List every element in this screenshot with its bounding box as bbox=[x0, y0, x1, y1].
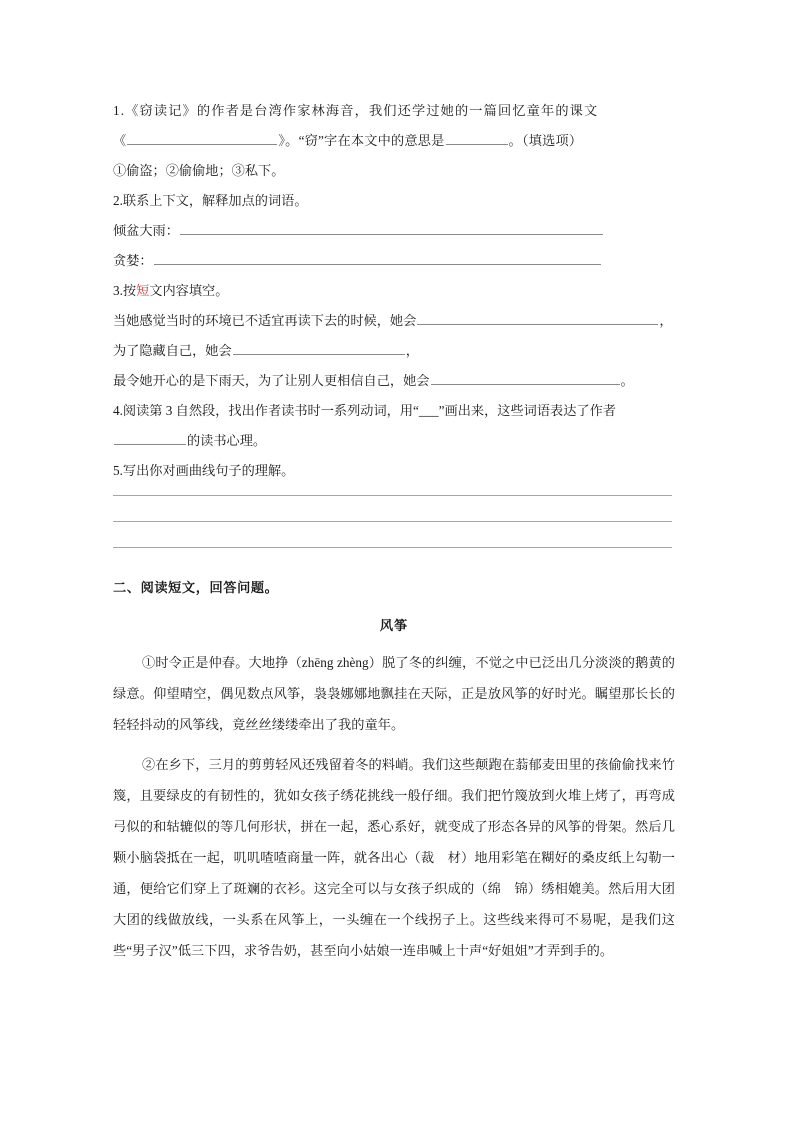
question-2-text: 联系上下文，解释加点的词语。 bbox=[122, 193, 308, 208]
question-3-fill-1-blank[interactable] bbox=[417, 309, 658, 325]
question-4-blank[interactable] bbox=[114, 429, 186, 445]
question-1-options: ①偷盗；②偷偷地；③私下。 bbox=[113, 163, 285, 178]
question-1-line-2 bbox=[113, 126, 675, 156]
question-1-line-1 bbox=[113, 96, 675, 126]
question-5-prompt bbox=[113, 456, 675, 486]
question-3-fill-3-text: 最令她开心的是下雨天，为了让别人更相信自己，她会 bbox=[113, 373, 430, 388]
question-1-bracket-close: 》。“窃”字在本文中的意思是 bbox=[278, 133, 445, 148]
section-two-heading: 二、阅读短文，回答问题。 bbox=[113, 580, 279, 595]
question-4-tail: 的读书心理。 bbox=[187, 433, 267, 448]
question-2-term-2-label: 贪婪： bbox=[113, 253, 153, 268]
passage-title: 风筝 bbox=[379, 618, 409, 633]
question-2-term-1-blank[interactable] bbox=[180, 219, 603, 235]
question-1-number: 1. bbox=[113, 103, 126, 118]
question-5-number: 5. bbox=[113, 463, 123, 478]
question-3-fill-3 bbox=[113, 366, 675, 396]
question-3-prompt-pre: 按 bbox=[122, 283, 137, 298]
question-3-fill-1 bbox=[113, 306, 675, 336]
page-content bbox=[113, 96, 675, 966]
question-3-fill-1-text: 当她感觉当时的环境已不适宜再读下去的时候，她会 bbox=[113, 313, 417, 328]
question-3-fill-3-blank[interactable] bbox=[431, 369, 620, 385]
question-3-fill-2 bbox=[113, 336, 675, 366]
question-4-line-1 bbox=[113, 396, 675, 426]
question-1-title-blank[interactable] bbox=[127, 129, 277, 145]
question-3-fill-1-tail: ， bbox=[659, 313, 673, 328]
question-2-term-1 bbox=[113, 216, 675, 246]
answer-rule-line[interactable] bbox=[113, 495, 672, 496]
question-2-term-2-blank[interactable] bbox=[154, 249, 601, 265]
question-5-answer-area bbox=[113, 495, 675, 548]
question-3-prompt-post: 文内容填空。 bbox=[149, 283, 229, 298]
question-3-fill-2-text: 为了隐藏自己，她会 bbox=[113, 343, 232, 358]
question-2-term-2 bbox=[113, 246, 675, 276]
question-2-term-1-label: 倾盆大雨： bbox=[113, 223, 179, 238]
question-1-meaning-blank[interactable] bbox=[446, 129, 508, 145]
question-2-number: 2. bbox=[113, 193, 123, 208]
question-4-number: 4. bbox=[113, 403, 123, 418]
question-3-prompt bbox=[113, 276, 675, 306]
question-3-fill-3-tail: 。 bbox=[620, 373, 634, 388]
question-3-fill-2-blank[interactable] bbox=[233, 339, 405, 355]
question-5-text: 写出你对画曲线句子的理解。 bbox=[122, 463, 295, 478]
question-3-fill-2-tail: ， bbox=[405, 343, 419, 358]
question-1-bracket-open: 《 bbox=[113, 133, 127, 148]
passage-paragraph-1: ①时令正是仲春。大地挣（zhēng zhèng）脱了冬的纠缠，不觉之中已泛出几分淡淡的鹅黄的绿意。仰望晴空，偶见数点风筝，袅袅娜娜地飘挂在天际，正是放风筝的好时光。瞩望那长长的轻轻抖动的风筝线，竟丝丝缕缕牵出了我的童年。 bbox=[113, 655, 675, 732]
question-4-line-2 bbox=[113, 426, 675, 456]
answer-rule-line[interactable] bbox=[113, 521, 672, 522]
question-1-text: 《窃读记》的作者是台湾作家林海音，我们还学过她的一篇回忆童年的课文 bbox=[125, 103, 599, 118]
question-4-text: 阅读第 3 自然段，找出作者读书时一系列动词，用“___”画出来，这些词语表达了作者 bbox=[122, 403, 616, 418]
question-3-number: 3. bbox=[113, 283, 123, 298]
question-3-prompt-highlight: 短 bbox=[136, 283, 150, 298]
question-2-prompt bbox=[113, 186, 675, 216]
question-1-tail: 。（填选项） bbox=[508, 133, 583, 148]
answer-rule-line[interactable] bbox=[113, 547, 672, 548]
passage-paragraph-2: ②在乡下，三月的剪剪轻风还残留着冬的料峭。我们这些颠跑在蓊郁麦田里的孩偷偷找来竹篾，且要绿皮的有韧性的，犹如女孩子绣花挑线一般仔细。我们把竹篾放到火堆上烤了，再弯成弓似的和轱辘似的等几何形状，拼在一起，悉心系好，就变成了形态各异的风筝的骨架。然后几颗小脑袋抵在一起，叽叽喳喳商量一阵，就各出心（裁 材）地用彩笔在糊好的桑皮纸上勾勒一通，便给它们穿上了斑斓的衣衫。这完全可以与女孩子织成的（绵 锦）绣相媲美。然后用大团大团的线做放线，一头系在风筝上，一头缠在一个线拐子上。这些线来得可不易呢，是我们这些“男子汉”低三下四，求爷告奶，甚至向小姑娘一连串喊上十声“好姐姐”才弄到手的。 bbox=[113, 757, 675, 958]
